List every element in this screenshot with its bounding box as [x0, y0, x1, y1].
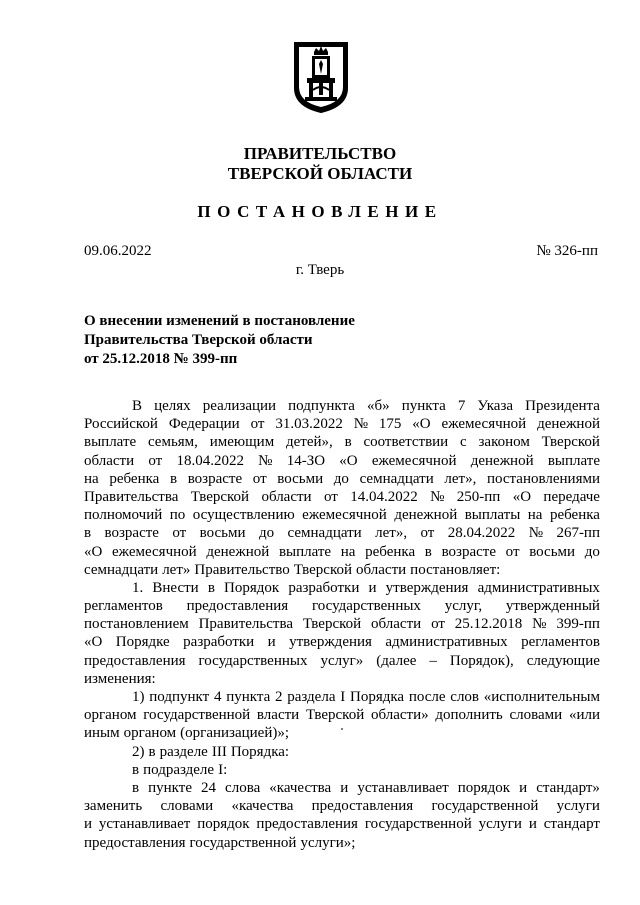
- document-subject: [84, 312, 355, 369]
- body-line: постановлением Правительства Тверской области от 25.12.2018 № 399-пп: [84, 616, 600, 633]
- body-line: на ребенка в возрасте от восьми до семнадцати лет», постановлениями: [84, 470, 600, 487]
- body-line: предоставления государственной услуги»;: [84, 834, 356, 851]
- body-line: иным органом (организацией)»;: [84, 725, 290, 742]
- body-line: Российской Федерации от 31.03.2022 № 175 «О ежемесячной денежной: [84, 416, 600, 433]
- body-line: выплате семьям, имеющим детей», в соответствии с законом Тверской: [84, 434, 600, 451]
- body-line: области от 18.04.2022 № 14-ЗО «О ежемесячной денежной выплате: [84, 452, 600, 469]
- body-line: семнадцати лет» Правительство Тверской области постановляет:: [84, 561, 501, 578]
- body-line: «О Порядке разработки и утверждения административных регламентов: [84, 634, 600, 651]
- document-date: 09.06.2022: [84, 243, 152, 259]
- tver-coat-of-arms-icon: [292, 40, 350, 114]
- body-line: заменить словами «качества предоставления государственной услуги: [84, 798, 600, 815]
- scan-speck: [341, 728, 343, 730]
- body-line: регламентов предоставления государственных услуг, утвержденный: [84, 598, 600, 615]
- subject-line: О внесении изменений в постановление: [84, 313, 355, 329]
- body-line: в подразделе I:: [132, 761, 228, 778]
- body-line: органом государственной власти Тверской области» дополнить словами «или: [84, 707, 600, 724]
- body-line: 1. Внести в Порядок разработки и утверждения административных: [132, 579, 600, 596]
- document-body: [84, 397, 600, 852]
- body-line: «О ежемесячной денежной выплате на ребенка в возрасте от восьми до: [84, 543, 600, 560]
- organization-name-line1: ПРАВИТЕЛЬСТВО: [243, 144, 397, 163]
- body-line: и устанавливает порядок предоставления государственной услуги и стандарт: [84, 816, 600, 833]
- body-line: полномочий по осуществлению ежемесячной денежной выплаты на ребенка: [84, 507, 600, 524]
- organization-name-line2: ТВЕРСКОЙ ОБЛАСТИ: [227, 164, 413, 183]
- body-line: предоставления государственных услуг» (далее – Порядок), следующие: [84, 652, 600, 669]
- document-type: ПОСТАНОВЛЕНИЕ: [197, 202, 443, 221]
- body-line: в пункте 24 слова «качества и устанавливает порядок и стандарт»: [132, 779, 600, 796]
- document-number: № 326-пп: [536, 243, 598, 259]
- subject-line: Правительства Тверской области: [84, 332, 313, 348]
- body-line: в возрасте от восьми до семнадцати лет», от 28.04.2022 № 267-пп: [84, 525, 600, 542]
- subject-line: от 25.12.2018 № 399-пп: [84, 351, 238, 367]
- body-line: 2) в разделе III Порядка:: [132, 743, 290, 760]
- body-line: 1) подпункт 4 пункта 2 раздела I Порядка после слов «исполнительным: [132, 689, 600, 705]
- body-line: изменения:: [84, 670, 156, 687]
- body-line: Правительства Тверской области от 14.04.2022 № 250-пп «О передаче: [84, 488, 600, 505]
- document-city: г. Тверь: [295, 262, 345, 278]
- body-line: В целях реализации подпункта «б» пункта 7 Указа Президента: [132, 398, 600, 414]
